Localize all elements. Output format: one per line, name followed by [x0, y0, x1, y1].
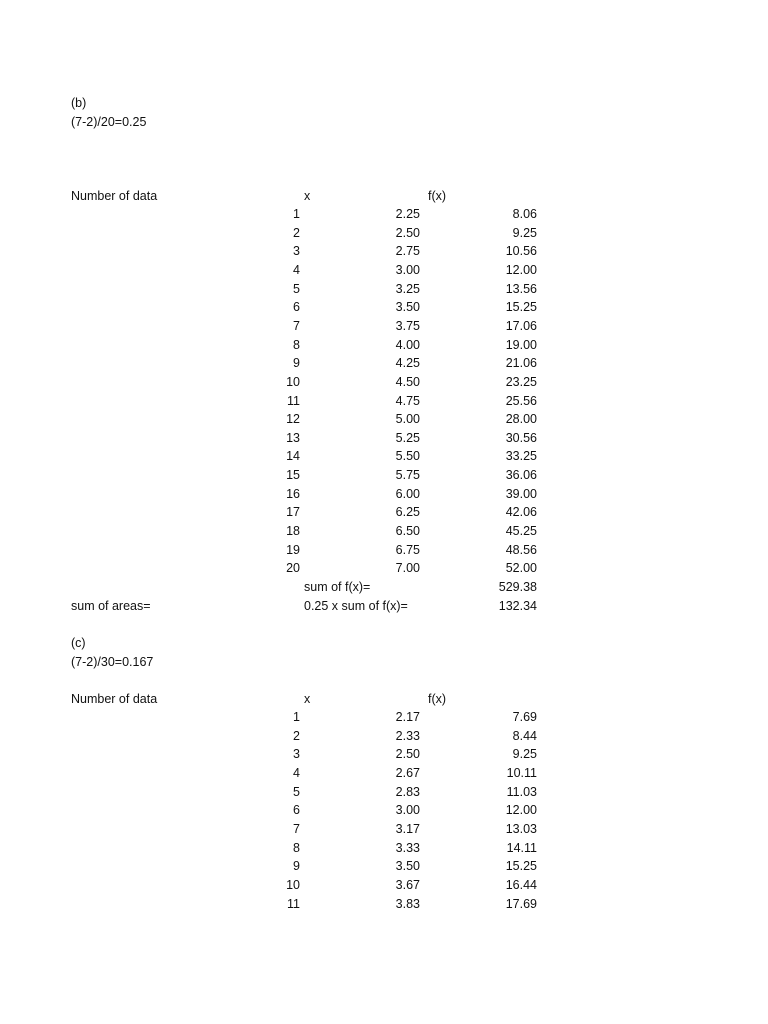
x-value-cell: 6.00: [395, 486, 420, 501]
row-number-cell: 13: [286, 430, 300, 445]
row-number-cell: 8: [293, 337, 300, 352]
table-row: [0, 466, 768, 484]
x-value-cell: 4.25: [395, 356, 420, 371]
x-value-cell: 3.25: [395, 281, 420, 296]
table-row: [0, 801, 768, 819]
part-b-sum-areas-row: [0, 597, 768, 615]
x-value-cell: 2.83: [395, 784, 420, 799]
part-c-header-fx: f(x): [428, 692, 447, 706]
row-number-cell: 19: [286, 542, 300, 557]
x-value-cell: 2.50: [395, 225, 420, 240]
fx-value-cell: 23.25: [505, 374, 537, 389]
row-number-cell: 12: [286, 412, 300, 427]
table-row: [0, 857, 768, 875]
part-c-header-row: [0, 690, 768, 708]
x-value-cell: 5.75: [395, 468, 420, 483]
table-row: [0, 708, 768, 726]
table-row: [0, 485, 768, 503]
fx-value-cell: 13.56: [505, 281, 537, 296]
table-row: [0, 839, 768, 857]
fx-value-cell: 39.00: [505, 486, 537, 501]
row-number-cell: 16: [286, 486, 300, 501]
table-row: [0, 317, 768, 335]
x-value-cell: 4.75: [395, 393, 420, 408]
table-row: [0, 280, 768, 298]
x-value-cell: 2.50: [395, 747, 420, 762]
table-row: [0, 503, 768, 521]
table-row: [0, 373, 768, 391]
table-row: [0, 429, 768, 447]
row-number-cell: 10: [286, 374, 300, 389]
part-b-header-x: x: [304, 189, 311, 203]
row-number-cell: 8: [293, 840, 300, 855]
x-value-cell: 6.75: [395, 542, 420, 557]
row-number-cell: 7: [293, 318, 300, 333]
row-number-cell: 9: [293, 859, 300, 874]
fx-value-cell: 52.00: [505, 561, 537, 576]
fx-value-cell: 8.44: [512, 728, 537, 743]
fx-value-cell: 15.25: [505, 300, 537, 315]
part-c-header-number-of-data: Number of data: [71, 692, 158, 706]
row-number-cell: 5: [293, 281, 300, 296]
table-row: [0, 392, 768, 410]
part-c-formula: (7-2)/30=0.167: [71, 655, 154, 669]
x-value-cell: 3.67: [395, 877, 420, 892]
fx-value-cell: 21.06: [505, 356, 537, 371]
x-value-cell: 3.83: [395, 896, 420, 911]
fx-value-cell: 8.06: [512, 207, 537, 221]
fx-value-cell: 33.25: [505, 449, 537, 464]
x-value-cell: 6.50: [395, 524, 420, 539]
fx-value-cell: 45.25: [505, 524, 537, 539]
table-row: [0, 541, 768, 559]
row-number-cell: 2: [293, 728, 300, 743]
table-row: [0, 354, 768, 372]
table-row: [0, 336, 768, 354]
row-number-cell: 6: [293, 300, 300, 315]
row-number-cell: 3: [293, 747, 300, 762]
row-number-cell: 4: [293, 765, 300, 780]
part-b-sum-fx-label: sum of f(x)=: [304, 580, 371, 594]
fx-value-cell: 25.56: [505, 393, 537, 408]
fx-value-cell: 15.25: [505, 859, 537, 874]
row-number-cell: 3: [293, 244, 300, 259]
table-row: [0, 727, 768, 745]
row-number-cell: 2: [293, 225, 300, 240]
x-value-cell: 4.00: [395, 337, 420, 352]
fx-value-cell: 30.56: [505, 430, 537, 445]
x-value-cell: 3.00: [395, 803, 420, 818]
x-value-cell: 2.25: [395, 207, 420, 221]
fx-value-cell: 9.25: [512, 225, 537, 240]
row-number-cell: 1: [293, 710, 300, 724]
fx-value-cell: 10.56: [505, 244, 537, 259]
x-value-cell: 3.75: [395, 318, 420, 333]
row-number-cell: 9: [293, 356, 300, 371]
fx-value-cell: 48.56: [505, 542, 537, 557]
x-value-cell: 5.25: [395, 430, 420, 445]
fx-value-cell: 12.00: [505, 803, 537, 818]
fx-value-cell: 9.25: [512, 747, 537, 762]
row-number-cell: 17: [286, 505, 300, 520]
table-row: [0, 242, 768, 260]
x-value-cell: 2.17: [395, 710, 420, 724]
table-row: [0, 522, 768, 540]
table-row: [0, 410, 768, 428]
table-row: [0, 447, 768, 465]
table-row: [0, 895, 768, 913]
part-b-sum-areas-label: sum of areas=: [71, 599, 151, 613]
table-row: [0, 559, 768, 577]
table-row: [0, 876, 768, 894]
row-number-cell: 11: [287, 896, 300, 911]
part-c-label-row: [0, 634, 768, 652]
row-number-cell: 11: [287, 393, 300, 408]
table-row: [0, 783, 768, 801]
x-value-cell: 7.00: [395, 561, 420, 576]
row-number-cell: 4: [293, 262, 300, 277]
table-row: [0, 261, 768, 279]
fx-value-cell: 36.06: [505, 468, 537, 483]
fx-value-cell: 7.69: [512, 710, 537, 724]
fx-value-cell: 28.00: [505, 412, 537, 427]
part-b-formula: (7-2)/20=0.25: [71, 115, 147, 129]
part-b-label-row: [0, 94, 768, 112]
fx-value-cell: 13.03: [505, 821, 537, 836]
part-c-formula-row: [0, 653, 768, 671]
x-value-cell: 3.50: [395, 859, 420, 874]
fx-value-cell: 17.69: [505, 896, 537, 911]
x-value-cell: 3.33: [395, 840, 420, 855]
fx-value-cell: 14.11: [506, 840, 537, 855]
row-number-cell: 1: [293, 207, 300, 221]
x-value-cell: 3.50: [395, 300, 420, 315]
part-b-sum-areas-value: 132.34: [498, 599, 537, 613]
row-number-cell: 6: [293, 803, 300, 818]
x-value-cell: 4.50: [395, 374, 420, 389]
fx-value-cell: 11.03: [506, 784, 537, 799]
fx-value-cell: 42.06: [505, 505, 537, 520]
row-number-cell: 7: [293, 821, 300, 836]
x-value-cell: 5.50: [395, 449, 420, 464]
part-b-sum-fx-value: 529.38: [498, 580, 537, 594]
row-number-cell: 10: [286, 877, 300, 892]
row-number-cell: 20: [286, 561, 300, 576]
row-number-cell: 14: [286, 449, 300, 464]
table-row: [0, 745, 768, 763]
part-c-header-x: x: [304, 692, 311, 706]
table-row: [0, 224, 768, 242]
x-value-cell: 6.25: [395, 505, 420, 520]
table-row: [0, 764, 768, 782]
x-value-cell: 3.00: [395, 262, 420, 277]
fx-value-cell: 19.00: [505, 337, 537, 352]
part-b-sum-areas-formula: 0.25 x sum of f(x)=: [304, 599, 408, 613]
x-value-cell: 2.33: [395, 728, 420, 743]
part-b-formula-row: [0, 113, 768, 131]
table-row: [0, 298, 768, 316]
table-row: [0, 205, 768, 223]
part-c-label: (c): [71, 636, 86, 650]
part-b-label: (b): [71, 96, 87, 110]
part-b-sum-fx-row: [0, 578, 768, 596]
part-b-header-fx: f(x): [428, 189, 447, 203]
row-number-cell: 18: [286, 524, 300, 539]
x-value-cell: 2.75: [395, 244, 420, 259]
part-b-header-number-of-data: Number of data: [71, 189, 158, 203]
part-b-header-row: [0, 187, 768, 205]
table-row: [0, 820, 768, 838]
row-number-cell: 15: [286, 468, 300, 483]
fx-value-cell: 16.44: [505, 877, 537, 892]
fx-value-cell: 17.06: [505, 318, 537, 333]
x-value-cell: 5.00: [395, 412, 420, 427]
fx-value-cell: 12.00: [505, 262, 537, 277]
x-value-cell: 3.17: [395, 821, 420, 836]
row-number-cell: 5: [293, 784, 300, 799]
x-value-cell: 2.67: [395, 765, 420, 780]
fx-value-cell: 10.11: [506, 765, 537, 780]
